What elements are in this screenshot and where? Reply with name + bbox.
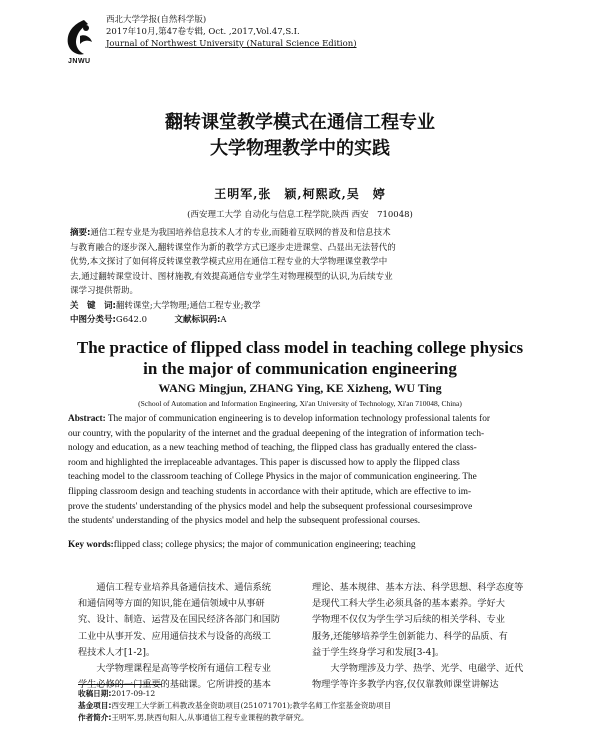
body-line: 学物理不仅仅为学生学习后续的相关学科、专业 [312, 614, 505, 626]
body-column-right [312, 580, 527, 693]
body-line: 益于学生终身学习和发展[3-4]。 [312, 646, 445, 658]
keywords-cn-text: 翻转课堂;大学物理;通信工程专业;教学 [115, 301, 261, 311]
clc-label: 中图分类号: [70, 315, 116, 325]
body-line: 程技术人才[1-2]。 [78, 646, 156, 658]
body-column-left [78, 580, 293, 693]
abstract-en-line: prove the students' understanding of the physics model and help the subsequent professional coursesimprove [68, 501, 473, 512]
abstract-cn-line: 优势,本文探讨了如何将反转课堂教学模式应用在通信工程专业的大学物理课堂教学中 [70, 257, 388, 267]
received-label: 收稿日期: [78, 689, 112, 698]
body-line: 理论、基本规律、基本方法、科学思想、科学态度等 [312, 582, 524, 593]
abstract-en-line: flipping classroom design and teaching students in accordance with their aptitude, which are effective to im- [68, 486, 472, 497]
title-en-line1: The practice of flipped class model in teaching college physics [76, 338, 524, 357]
abstract-en-line: the students' understanding of the physics model and help the subsequent professional courses. [68, 516, 421, 527]
journal-header [106, 14, 357, 50]
abstract-cn-line: 通信工程专业是为我国培养信息技术人才的专业,而随着互联网的普及和信息技术 [90, 228, 391, 238]
keywords-en-label: Key words: [68, 540, 114, 550]
abstract-en-label: Abstract: [68, 414, 106, 424]
abstract-cn-label: 摘要: [70, 228, 91, 238]
journal-name-en: Journal of Northwest University (Natural Science Edition) [106, 39, 357, 49]
journal-issue: 2017年10月,第47卷专辑, Oct. ,2017,Vol.47,S.I. [106, 27, 300, 37]
clc-value: G642.0 [115, 315, 148, 325]
abstract-en-line: room and highlighted the irreplaceable advantages. This paper is discussed how to apply the flipped class [68, 457, 460, 468]
journal-name-cn: 西北大学学报(自然科学版) [106, 15, 207, 25]
keywords-cn [70, 299, 550, 314]
abstract-cn [70, 226, 550, 299]
body-line: 学生必修的一门重要的基础课。它所讲授的基本 [78, 679, 271, 691]
author-bio-label: 作者简介: [78, 713, 112, 722]
body-line: 是现代工科大学生必须具备的基本素养。学好大 [312, 598, 505, 610]
fund-text: 西安理工大学新工科教改基金资助项目(251071701);教学名师工作室基金资助项目 [111, 701, 392, 710]
body-line: 工业中从事开发、应用通信技术与设备的高级工 [78, 630, 271, 642]
body-line: 物理学等许多教学内容,仅仅靠教师课堂讲解达 [312, 679, 499, 691]
footnote-divider [78, 684, 162, 685]
authors-en: WANG Mingjun, ZHANG Ying, KE Xizheng, WU Ting [158, 381, 442, 395]
authors-cn: 王明军,张 颖,柯熙政,吴 婷 [214, 187, 386, 201]
doc-code-value: A [220, 315, 227, 325]
footnotes [78, 688, 548, 724]
affiliation-en: (School of Automation and Information Engineering, Xi'an University of Technology, Xi'an 710048, China) [138, 399, 462, 408]
abstract-cn-line: 课学习提供帮助。 [70, 286, 139, 296]
body-line: 服务,还能够培养学生创新能力、科学的品质、有 [312, 630, 508, 642]
journal-logo-icon [62, 18, 98, 58]
abstract-cn-line: 与教育融合的逐步深入,翻转课堂作为新的教学方式已逐步走进课堂、凸显出无法替代的 [70, 242, 396, 253]
keywords-en [68, 538, 558, 552]
affiliation-cn: (西安理工大学 自动化与信息工程学院,陕西 西安 710048) [187, 210, 413, 220]
doc-code-label: 文献标识码: [174, 315, 221, 325]
title-en-line2: in the major of communication engineering [143, 359, 457, 378]
received-date: 2017-09-12 [111, 689, 156, 698]
title-cn-line1: 翻转课堂教学模式在通信工程专业 [165, 112, 435, 133]
body-line: 通信工程专业培养具备通信技术、通信系统 [96, 582, 271, 593]
fund-label: 基金项目: [78, 701, 112, 710]
title-cn-line2: 大学物理教学中的实践 [210, 138, 390, 159]
abstract-en-line: nology and education, as a new teaching method of teaching, the flipped class has gradually entered the class- [68, 443, 477, 454]
keywords-en-text: flipped class; college physics; the major of communication engineering; teaching [113, 540, 416, 550]
keywords-cn-label: 关 键 词: [70, 301, 116, 311]
abstract-en-line: our country, with the popularity of the internet and the gradual deepening of the integration of information tech- [68, 428, 485, 439]
journal-logo-text: JNWU [68, 58, 91, 65]
abstract-en [68, 412, 548, 529]
body-line: 大学物理课程是高等学校所有通信工程专业 [96, 663, 271, 675]
body-line: 和通信网等方面的知识,能在通信领域中从事研 [78, 598, 265, 610]
abstract-cn-line: 去,通过翻转课堂设计、图材施教,有效提高通信专业学生对物理模型的认识,为后续专业 [70, 271, 393, 282]
classification [70, 313, 550, 328]
abstract-en-line: teaching model to the classroom teaching of College Physics in the major of communication engineering. The [68, 472, 477, 483]
body-line: 大学物理涉及力学、热学、光学、电磁学、近代 [330, 663, 524, 675]
author-bio-text: 王明军,男,陕西旬阳人,从事通信工程专业课程的教学研究。 [111, 713, 309, 722]
body-line: 究、设计、制造、运营及在国民经济各部门和国防 [78, 614, 281, 626]
abstract-en-line: The major of communication engineering is to develop information technology professional talents for [107, 414, 490, 424]
